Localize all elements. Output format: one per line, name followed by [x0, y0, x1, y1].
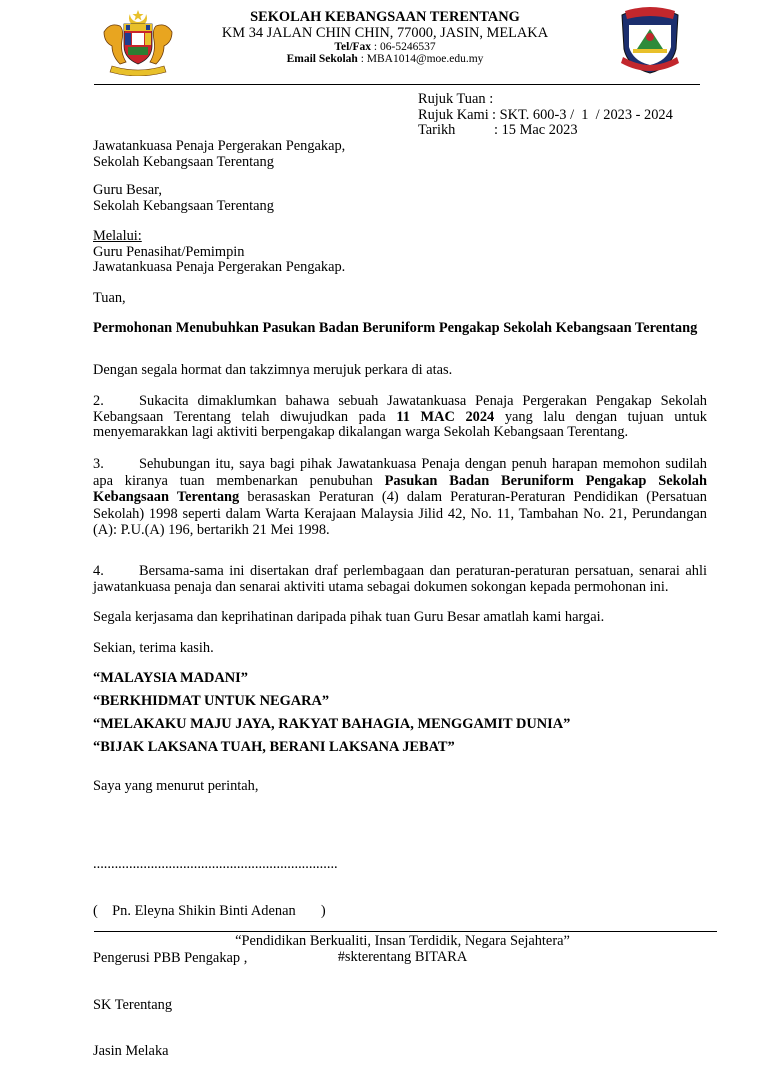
paragraph-number: 3.: [93, 456, 104, 472]
tarikh-value: : 15 Mac 2023: [494, 122, 578, 139]
paragraph-bold-date: 11 MAC 2024: [396, 408, 495, 425]
header-divider: [94, 84, 700, 85]
sender-line: Sekolah Kebangsaan Terentang: [93, 153, 274, 170]
paragraph-text: berasaskan Peraturan (4) dalam Peraturan-Peraturan Pendidikan (Persatuan Sekolah) 1998 seperti dalam Warta Kerajaan Malaysia Jilid 42, No. 11, Tambahan No. 21, Perundangan (A): P.U.(A) 196, bertarikh 21 Mei 1998.: [93, 489, 707, 539]
paragraph-text: Sehubungan itu, saya bagi pihak Jawatankuasa Penaja dengan penuh harapan memohon sudilah apa kiranya tuan membenarkan penubuhan: [93, 456, 707, 489]
closing-thanks: Sekian, terima kasih.: [93, 640, 214, 656]
school-name: SEKOLAH KEBANGSAAN TERENTANG: [250, 9, 520, 25]
recipient-line: Guru Besar,: [93, 182, 162, 198]
footer: [94, 934, 711, 965]
salutation: Tuan,: [93, 290, 126, 306]
closing-appreciation: Segala kerjasama dan keprihatinan daripada pihak tuan Guru Besar amatlah kami hargai.: [93, 609, 605, 625]
recipient-line: Sekolah Kebangsaan Terentang: [93, 197, 274, 214]
signoff: Saya yang menurut perintah,: [93, 778, 259, 794]
paragraph-text: Sukacita dimaklumkan bahawa sebuah Jawatankuasa Penaja Pergerakan Pengakap Sekolah Kebangsaan Terentang telah diwujudkan pada: [93, 393, 707, 425]
rujuk-kami-label: Rujuk Kami: [418, 106, 489, 123]
motto-line: “MELAKAKU MAJU JAYA, RAKYAT BAHAGIA, MENGGAMIT DUNIA”: [93, 716, 571, 732]
school-logo: [617, 5, 683, 75]
signatory-title: Pengerusi PBB Pengakap ,: [93, 949, 248, 966]
paragraph-4: [93, 564, 707, 595]
footer-hashtag: #skterentang BITARA: [337, 948, 468, 965]
tel-label: Tel/Fax: [334, 41, 372, 53]
sender-line: Jawatankuasa Penaja Pergerakan Pengakap,: [93, 138, 346, 154]
tel-value: : 06-5246537: [371, 41, 436, 53]
ref-rujuk-tuan: [418, 92, 738, 108]
letter-subject: Permohonan Menubuhkan Pasukan Badan Beruniform Pengakap Sekolah Kebangsaan Terentang: [93, 320, 698, 336]
ref-tarikh: [418, 123, 738, 139]
signatory-place: Jasin Melaka: [93, 1043, 169, 1060]
paragraph-number: 4.: [93, 563, 104, 579]
motto-line: “BIJAK LAKSANA TUAH, BERANI LAKSANA JEBAT”: [93, 739, 455, 755]
via-label: Melalui:: [93, 228, 142, 244]
rujuk-kami-value: : SKT. 600-3 / 1 / 2023 - 2024: [492, 106, 673, 123]
rujuk-tuan-value: :: [485, 91, 494, 107]
opening-line: Dengan segala hormat dan takzimnya merujuk perkara di atas.: [93, 362, 453, 378]
school-email: [180, 53, 590, 66]
paragraph-2: [93, 394, 707, 441]
signatory-name: ( Pn. Eleyna Shikin Binti Adenan ): [93, 902, 326, 919]
recipient-address: [93, 183, 707, 214]
via-line: Guru Penasihat/Pemimpin: [93, 243, 245, 260]
footer-divider: [94, 931, 717, 932]
footer-tagline: “Pendidikan Berkualiti, Insan Terdidik, Negara Sejahtera”: [235, 933, 570, 949]
via-block: [93, 229, 707, 276]
motto-line: “BERKHIDMAT UNTUK NEGARA”: [93, 693, 330, 709]
sender-address: [93, 139, 707, 170]
paragraph-text: Bersama-sama ini disertakan draf perlembagaan dan peraturan-peraturan persatuan, senarai ahli jawatankuasa penaja dan senarai aktiviti utama sebagai dokumen sokongan kepada permohonan ini.: [93, 563, 707, 595]
motto-list: [93, 667, 707, 759]
school-address: KM 34 JALAN CHIN CHIN, 77000, JASIN, MELAKA: [221, 25, 549, 41]
signatory-org: SK Terentang: [93, 996, 173, 1013]
tarikh-label: Tarikh: [418, 122, 456, 139]
reference-block: [418, 92, 738, 139]
paragraph-text: yang lalu dengan tujuan untuk menyemarakkan lagi aktiviti berpengakap dikalangan warga Sekolah Kebangsaan Terentang.: [93, 408, 707, 441]
via-line: Jawatankuasa Penaja Pergerakan Pengakap.: [93, 259, 346, 276]
motto-line: “MALAYSIA MADANI”: [93, 670, 248, 686]
email-value: : MBA1014@moe.edu.my: [357, 53, 484, 65]
paragraph-3: [93, 456, 707, 539]
malaysia-coat-of-arms-logo: [96, 8, 180, 76]
rujuk-tuan-label: Rujuk Tuan: [418, 91, 486, 107]
ref-rujuk-kami: [418, 108, 738, 124]
paragraph-number: 2.: [93, 393, 104, 409]
signature-dots: ....................................................................: [93, 856, 338, 873]
email-label: Email Sekolah: [286, 53, 358, 65]
paragraph-bold-unit: Pasukan Badan Beruniform Pengakap Sekolah Kebangsaan Terentang: [93, 472, 707, 506]
